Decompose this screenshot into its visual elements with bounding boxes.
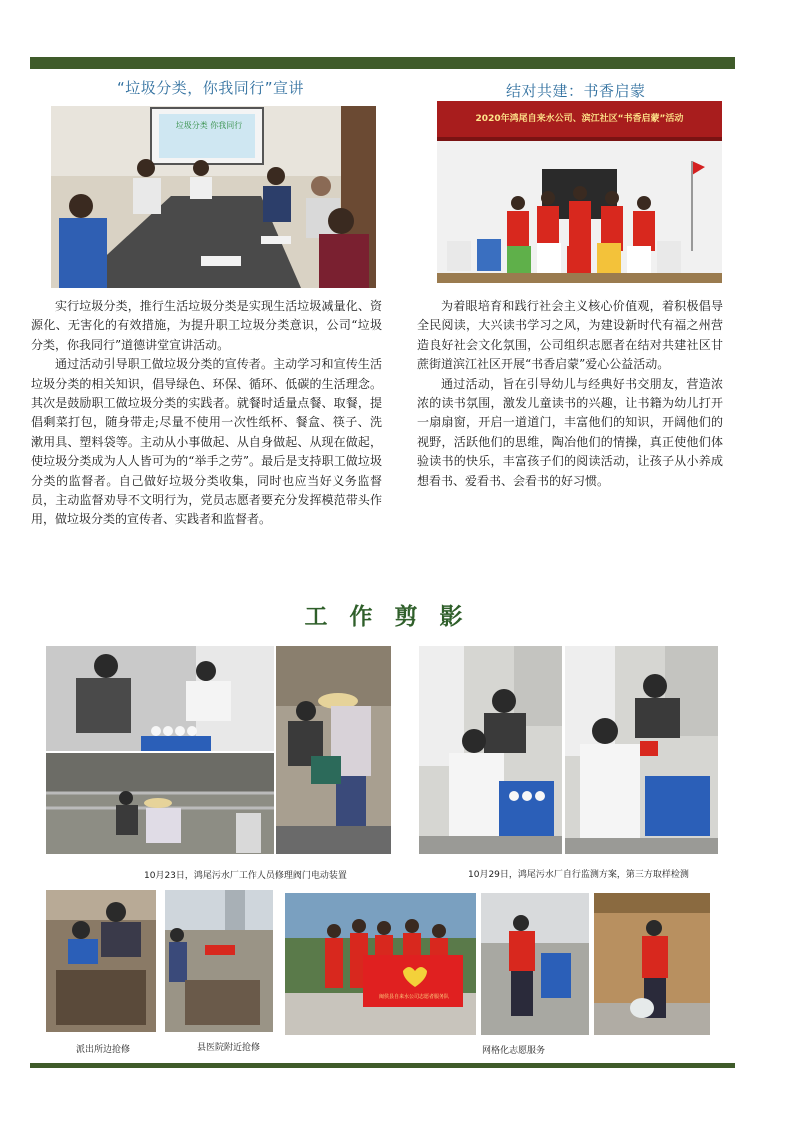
sampling-photo-1	[419, 646, 562, 854]
right-section-title: 结对共建：书香启蒙	[506, 82, 646, 100]
hospital-repair-photo	[165, 890, 273, 1032]
bottom-rule	[30, 1063, 735, 1068]
valve-repair-photo-1	[46, 646, 274, 751]
right-paragraph-1: 为着眼培育和践行社会主义核心价值观，着积极倡导全民阅读，大兴读书学习之风，为建设新时代有福之州营造良好社会文化氛围，公司组织志愿者在结对共建社区甘蔗街道滨江社区开展“书香启蒙”爱心公益活动。	[417, 299, 723, 372]
caption-police-station-repair: 派出所边抢修	[76, 1045, 131, 1055]
activity-banner-text: 2020年鸿尾自来水公司、滨江社区“书香启蒙”活动	[475, 114, 684, 124]
police-station-repair-photo	[46, 890, 156, 1032]
grid-volunteer-photo-1	[481, 893, 589, 1035]
left-paragraph-1: 实行垃圾分类，推行生活垃圾分类是实现生活垃圾减量化、资源化、无害化的有效措施，为提升职工垃圾分类意识，公司“垃圾分类，你我同行”道德讲堂宣讲活动。	[31, 299, 382, 352]
left-paragraph-2: 通过活动引导职工做垃圾分类的宣传者。主动学习和宣传生活垃圾分类的相关知识，倡导绿色、环保、循环、低碳的生活理念。其次是鼓励职工做垃圾分类的实践者。就餐时适量点餐、取餐，提倡剩菜打包，随身带走;尽量不使用一次性纸杯、餐盒、筷子、洗漱用具、塑料袋等。主动从小事做起、从自身做起、从现在做起，使垃圾分类成为人人皆可为的“举手之劳”。最后是支持职工做垃圾分类的监督者。自己做好垃圾分类收集，同时也应当好义务监督员，主动监督劝导不文明行为，党员志愿者要充分发挥模范带头作用，做垃圾分类的宣传者、实践者和监督者。	[31, 357, 382, 527]
volunteer-group-photo	[285, 893, 476, 1035]
work-section-title: 工作剪影	[304, 604, 485, 630]
valve-repair-photo-2	[276, 646, 391, 854]
top-rule	[30, 57, 735, 69]
volunteer-banner-text: 闽侯县自来水公司志愿者服务队	[378, 994, 449, 1000]
right-paragraph-2: 通过活动，旨在引导幼儿与经典好书交朋友，营造浓浓的读书氛围，激发儿童读书的兴趣，让书籍为幼儿打开一扇扇窗，开启一道道门，丰富他们的知识，开阔他们的视野，活跃他们的思维，陶冶他们的情操，真正使他们体验读书的快乐，丰富孩子们的阅读活动，让孩子从小养成想看书、爱看书、会看书的好习惯。	[417, 376, 723, 488]
left-section-title: “垃圾分类，你我同行”宣讲	[117, 79, 305, 97]
left-body-text	[31, 297, 382, 530]
caption-grid-volunteer: 网格化志愿服务	[482, 1046, 546, 1056]
caption-valve-repair: 10月23日，鸿尾污水厂工作人员修理阀门电动装置	[144, 871, 347, 881]
caption-hospital-repair: 县医院附近抢修	[197, 1043, 261, 1053]
sampling-photo-2	[565, 646, 718, 854]
reading-activity-photo	[437, 101, 722, 283]
slide-text: 垃圾分类 你我同行	[175, 121, 243, 130]
grid-volunteer-photo-2	[594, 893, 710, 1035]
valve-repair-photo-3	[46, 753, 274, 854]
caption-sampling: 10月29日，鸿尾污水厂自行监测方案，第三方取样检测	[468, 870, 689, 880]
right-body-text	[417, 297, 723, 491]
meeting-photo	[51, 106, 376, 288]
